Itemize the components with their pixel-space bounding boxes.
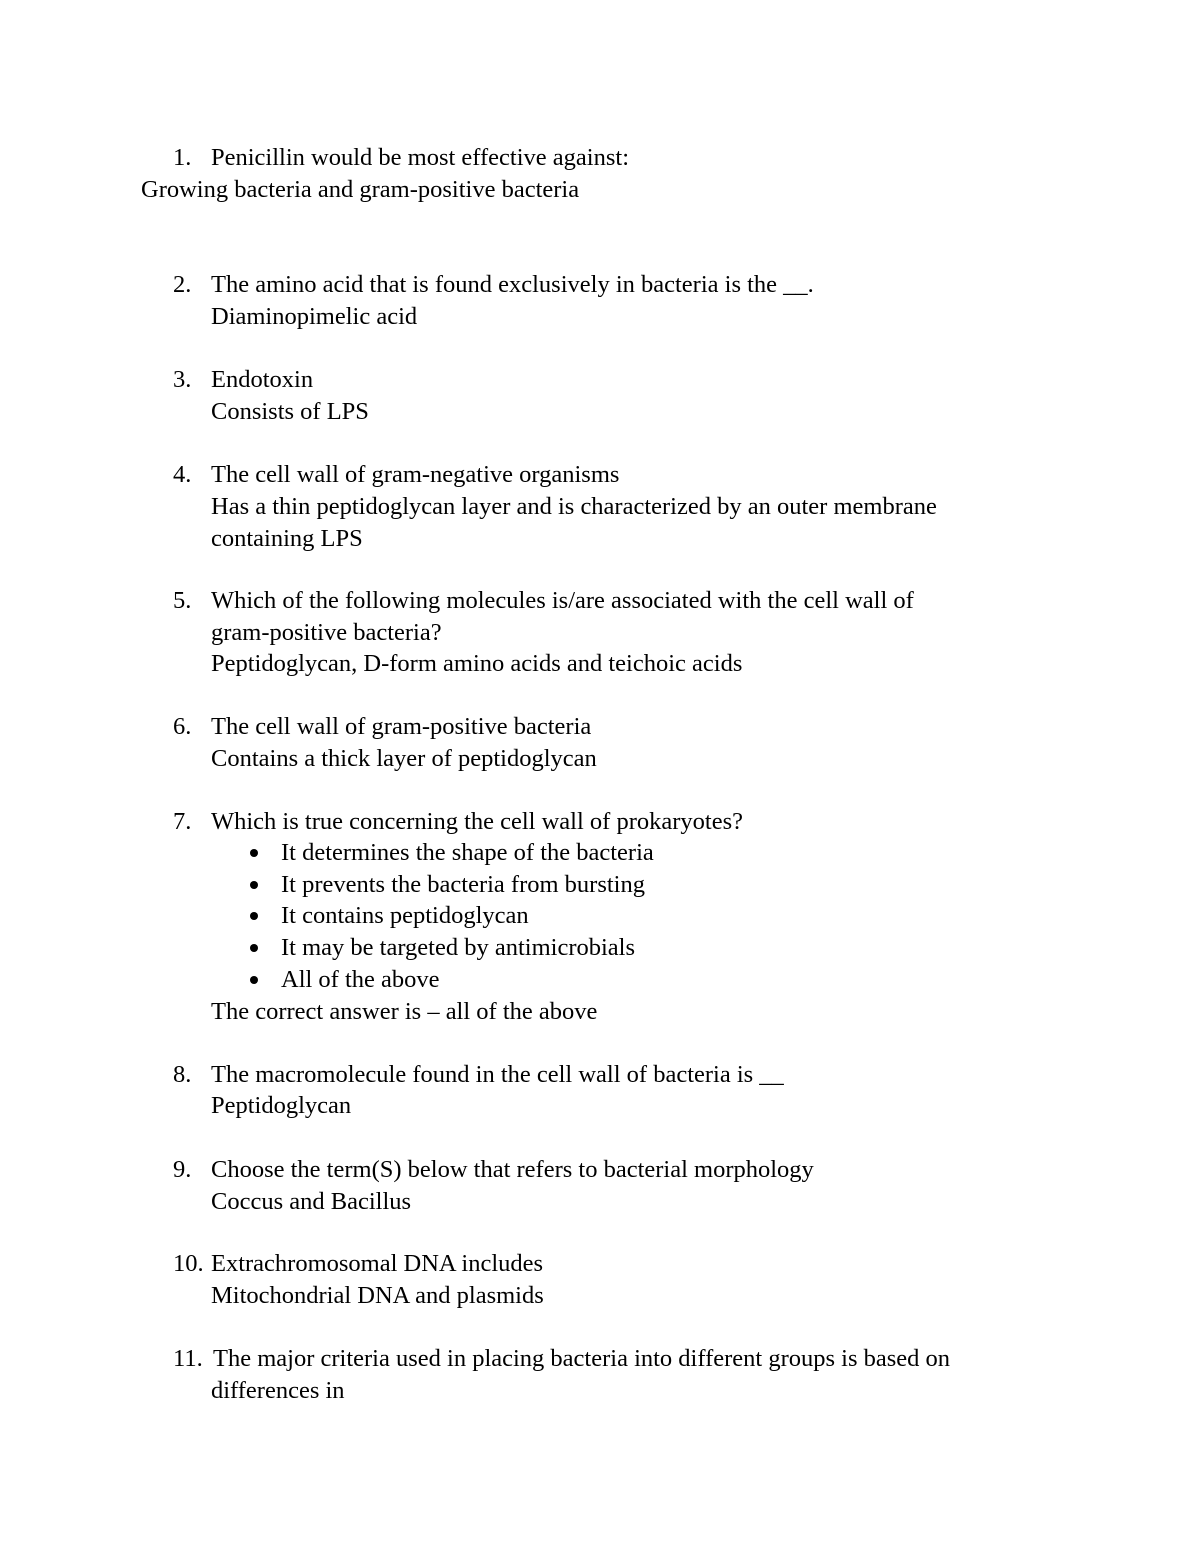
- answer-text: Peptidoglycan: [211, 1092, 352, 1119]
- question-number: 5.: [173, 587, 192, 614]
- question-number: 3.: [173, 366, 192, 393]
- question-text: Penicillin would be most effective against:: [211, 144, 629, 171]
- answer-text: Contains a thick layer of peptidoglycan: [211, 745, 597, 772]
- question-text: differences in: [211, 1377, 345, 1404]
- question-number: 6.: [173, 713, 192, 740]
- question-text: The macromolecule found in the cell wall of bacteria is __: [211, 1061, 784, 1088]
- answer-text: Diaminopimelic acid: [211, 303, 418, 330]
- question-number: 7.: [173, 808, 192, 835]
- question-text: The cell wall of gram-positive bacteria: [211, 713, 592, 740]
- question-number: 10.: [173, 1250, 204, 1277]
- question-text: gram-positive bacteria?: [211, 619, 442, 646]
- question-text: Choose the term(S) below that refers to bacterial morphology: [211, 1156, 814, 1183]
- answer-text: The correct answer is – all of the above: [211, 998, 598, 1025]
- question-text: Which of the following molecules is/are associated with the cell wall of: [211, 587, 914, 614]
- bullet-icon: [250, 976, 258, 984]
- question-number: 1.: [173, 144, 192, 171]
- bullet-icon: [250, 849, 258, 857]
- answer-text: Consists of LPS: [211, 398, 369, 425]
- question-text: The cell wall of gram-negative organisms: [211, 461, 620, 488]
- answer-text: Coccus and Bacillus: [211, 1188, 412, 1215]
- option-text: All of the above: [281, 966, 440, 993]
- question-number: 9.: [173, 1156, 192, 1183]
- question-number: 11.: [173, 1345, 203, 1372]
- bullet-icon: [250, 881, 258, 889]
- answer-text: Growing bacteria and gram-positive bacteria: [141, 176, 580, 203]
- bullet-icon: [250, 912, 258, 920]
- bullet-icon: [250, 944, 258, 952]
- option-text: It contains peptidoglycan: [281, 902, 529, 929]
- question-number: 2.: [173, 271, 192, 298]
- question-text: Extrachromosomal DNA includes: [211, 1250, 544, 1277]
- question-number: 4.: [173, 461, 192, 488]
- answer-text: Mitochondrial DNA and plasmids: [211, 1282, 544, 1309]
- question-text: Which is true concerning the cell wall of prokaryotes?: [211, 808, 743, 835]
- question-text: The major criteria used in placing bacteria into different groups is based on: [213, 1345, 951, 1372]
- answer-text: containing LPS: [211, 525, 363, 552]
- question-number: 8.: [173, 1061, 192, 1088]
- answer-text: Has a thin peptidoglycan layer and is characterized by an outer membrane: [211, 493, 937, 520]
- question-text: Endotoxin: [211, 366, 314, 393]
- question-text: The amino acid that is found exclusively in bacteria is the __.: [211, 271, 814, 298]
- option-text: It may be targeted by antimicrobials: [281, 934, 636, 961]
- option-text: It determines the shape of the bacteria: [281, 839, 654, 866]
- option-text: It prevents the bacteria from bursting: [281, 871, 645, 898]
- answer-text: Peptidoglycan, D-form amino acids and teichoic acids: [211, 650, 743, 677]
